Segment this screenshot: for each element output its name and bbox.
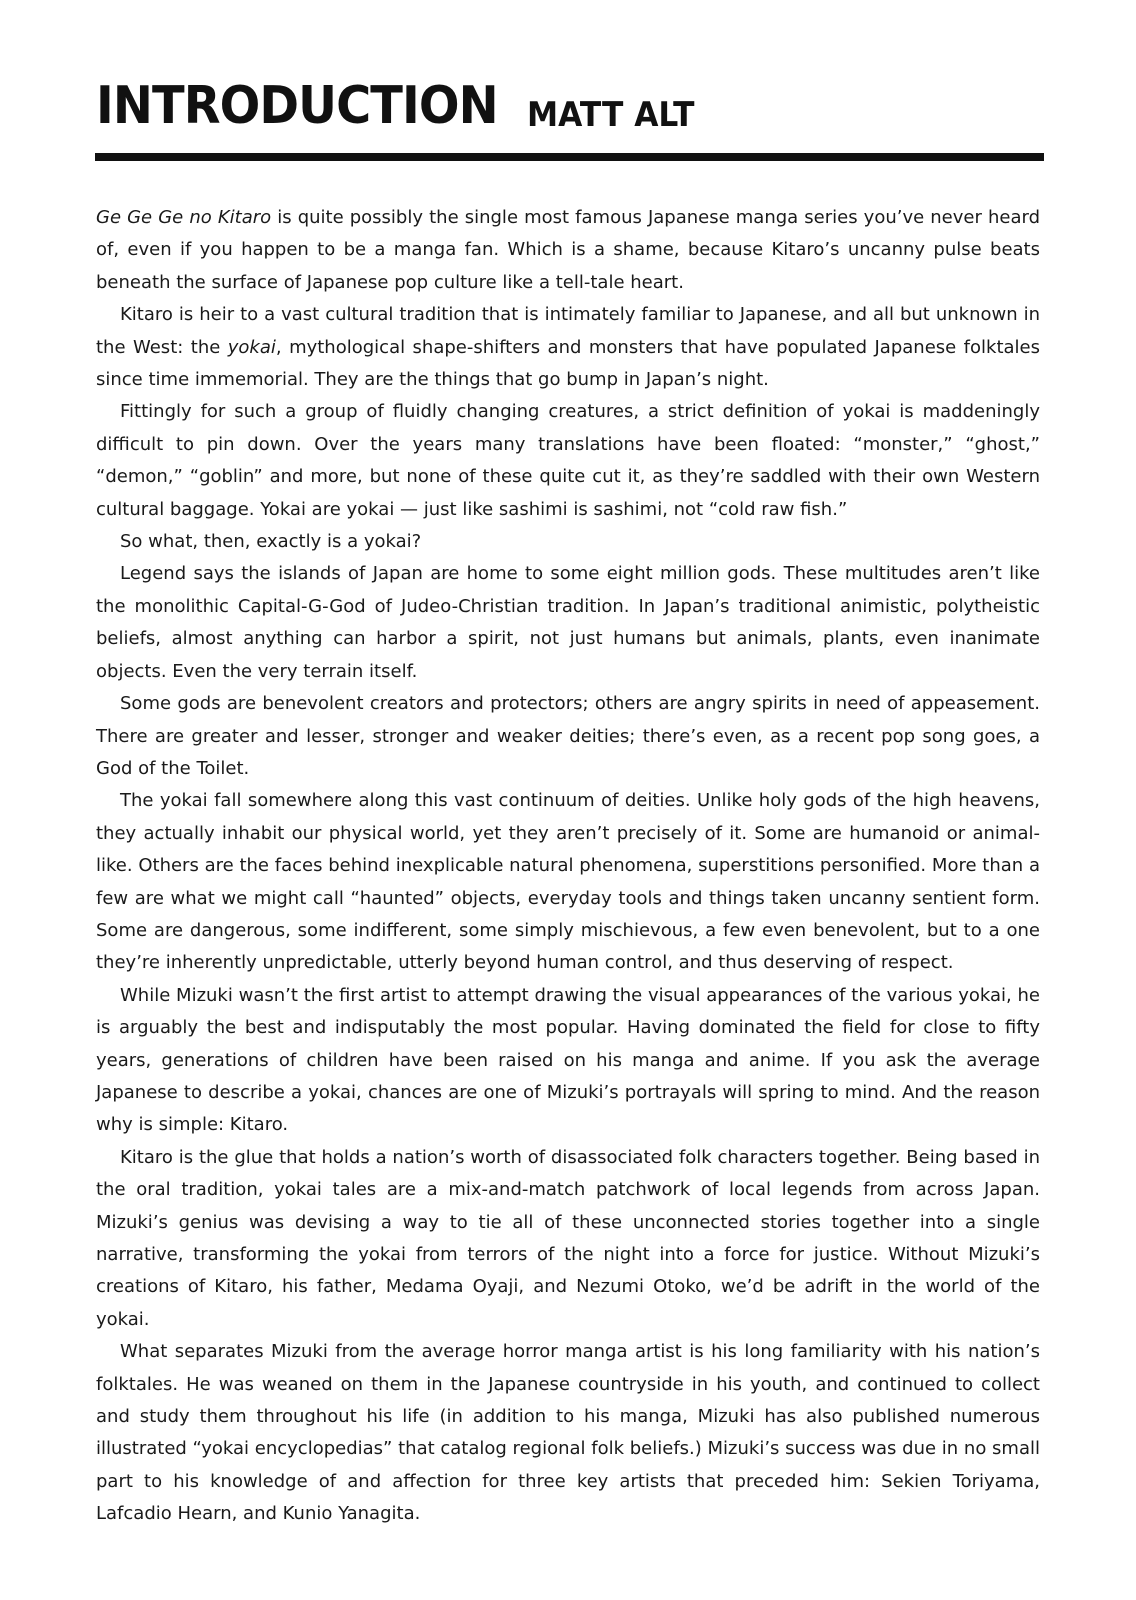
article-body [96, 202, 1040, 1531]
paragraph: What separates Mizuki from the average horror manga artist is his long familiarity with his nation’s folktales. He was weaned on them in the Japanese countryside in his youth, and continued to collect and study them throughout his life (in addition to his manga, Mizuki has also published numerous illustrated “yokai encyclopedias” that catalog regional folk beliefs.) Mizuki’s success was due in no small part to his knowledge of and affection for three key artists that preceded him: Sekien Toriyama, Lafcadio Hearn, and Kunio Yanagita. [96, 1341, 1040, 1525]
paragraph: Legend says the islands of Japan are home to some eight million gods. These multitudes aren’t like the monolithic Capital-G-God of Judeo-Christian tradition. In Japan’s traditional animistic, polytheistic beliefs, almost anything can harbor a spirit, not just humans but animals, plants, even inanimate objects. Even the very terrain itself. [96, 563, 1040, 682]
paragraph [96, 299, 1040, 396]
header-rule [95, 153, 1044, 161]
page-header [96, 76, 1040, 136]
author-name: MATT ALT [526, 95, 695, 135]
paragraph-text: is quite possibly the single most famous Japanese manga series you’ve never heard of, even if you happen to be a manga fan. Which is a shame, because Kitaro’s uncanny pulse beats beneath the surface of Japanese pop culture like a tell-tale heart. [96, 207, 1040, 293]
page-title: INTRODUCTION [96, 76, 498, 136]
paragraph: Some gods are benevolent creators and protectors; others are angry spirits in need of appeasement. There are greater and lesser, stronger and weaker deities; there’s even, as a recent pop song goes, a God of the Toilet. [96, 693, 1040, 779]
book-title: Ge Ge Ge no Kitaro [96, 207, 272, 228]
paragraph-text: , mythological shape-shifters and monsters that have populated Japanese folktales since time immemorial. They are the things that go bump in Japan’s night. [96, 336, 1040, 391]
paragraph-text: Kitaro is heir to a vast cultural tradition that is intimately familiar to Japanese, and all but unknown in the West: the [96, 304, 1040, 358]
paragraph: While Mizuki wasn’t the first artist to attempt drawing the visual appearances of the various yokai, he is arguably the best and indisputably the most popular. Having dominated the field for close to fifty years, generations of children have been raised on his manga and anime. If you ask the average Japanese to describe a yokai, chances are one of Mizuki’s portrayals will spring to mind. And the reason why is simple: Kitaro. [96, 984, 1040, 1136]
emphasis-term: yokai [227, 336, 276, 358]
paragraph: So what, then, exactly is a yokai? [120, 531, 422, 553]
paragraph: The yokai fall somewhere along this vast continuum of deities. Unlike holy gods of the high heavens, they actually inhabit our physical world, yet they aren’t precisely of it. Some are humanoid or animal-like. Others are the faces behind inexplicable natural phenomena, superstitions personified. More than a few are what we might call “haunted” objects, everyday tools and things taken uncanny sentient form. Some are dangerous, some indifferent, some simply mischievous, a few even benevolent, but to a one they’re inherently unpredictable, utterly beyond human control, and thus deserving of respect. [96, 790, 1040, 974]
paragraph [96, 202, 1040, 299]
paragraph: Fittingly for such a group of fluidly changing creatures, a strict definition of yokai is maddeningly difficult to pin down. Over the years many translations have been floated: “monster,” “ghost,” “demon,” “goblin” and more, but none of these quite cut it, as they’re saddled with their own Western cultural baggage. Yokai are yokai — just like sashimi is sashimi, not “cold raw fish.” [96, 401, 1040, 520]
paragraph: Kitaro is the glue that holds a nation’s worth of disassociated folk characters together. Being based in the oral tradition, yokai tales are a mix-and-match patchwork of local legends from across Japan. Mizuki’s genius was devising a way to tie all of these unconnected stories together into a single narrative, transforming the yokai from terrors of the night into a force for justice. Without Mizuki’s creations of Kitaro, his father, Medama Oyaji, and Nezumi Otoko, we’d be adrift in the world of the yokai. [96, 1146, 1040, 1330]
